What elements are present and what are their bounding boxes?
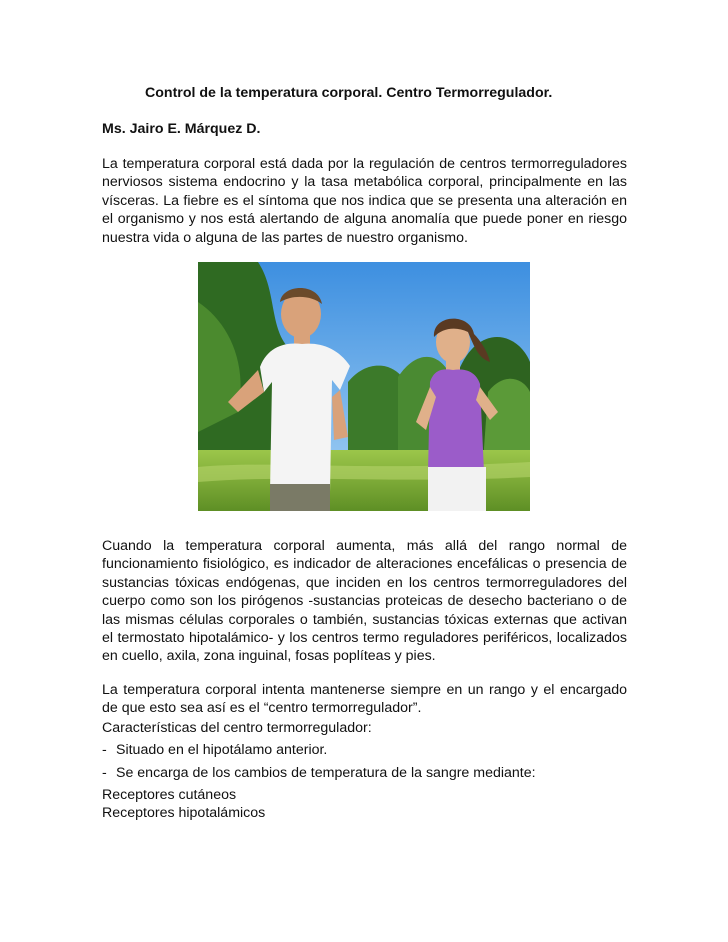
receptor-line: Receptores hipotalámicos (102, 805, 266, 821)
paragraph-intro: La temperatura corporal está dada por la regulación de centros termorreguladores nerviosos sistema endocrino y la tasa metabólica corporal, principalmente en las vísceras. La fiebre es el síntoma que nos indica que se presenta una alteración en el organismo y nos está alertando de alguna anomalía que puede poner en riesgo nuestra vida o alguna de las partes de nuestro organismo. (102, 156, 627, 246)
characteristics-heading: Características del centro termorregulador: (102, 720, 372, 736)
paragraph-fever: Cuando la temperatura corporal aumenta, más allá del rango normal de funcionamiento fisiológico, es indicador de alteraciones encefálicas o presencia de sustancias tóxicas endógenas, que inciden en los centros termorreguladores del cuerpo como son los pirógenos -sustancias proteicas de desecho bacteriano o de las mismas células corporales o también, sustancias tóxicas externas que activan el termostato hipotalámico- y los centros termo reguladores periféricos, localizados en cuello, axila, zona inguinal, fosas poplíteas y pies. (102, 538, 627, 665)
list-item (102, 764, 536, 782)
bullet-marker: - (102, 765, 107, 781)
document-title: Control de la temperatura corporal. Centro Termorregulador. (145, 85, 553, 101)
paragraph-thermoregulator: La temperatura corporal intenta mantenerse siempre en un rango y el encargado de que esto sea así es el “centro termorregulador”. (102, 682, 627, 717)
bullet-marker: - (102, 742, 107, 758)
receptor-line: Receptores cutáneos (102, 787, 237, 803)
author-name: Ms. Jairo E. Márquez D. (102, 121, 261, 137)
list-item-text: Situado en el hipotálamo anterior. (116, 742, 328, 758)
list-item-text: Se encarga de los cambios de temperatura de la sangre mediante: (116, 765, 536, 781)
jogging-photo (198, 262, 530, 511)
list-item (102, 741, 327, 759)
